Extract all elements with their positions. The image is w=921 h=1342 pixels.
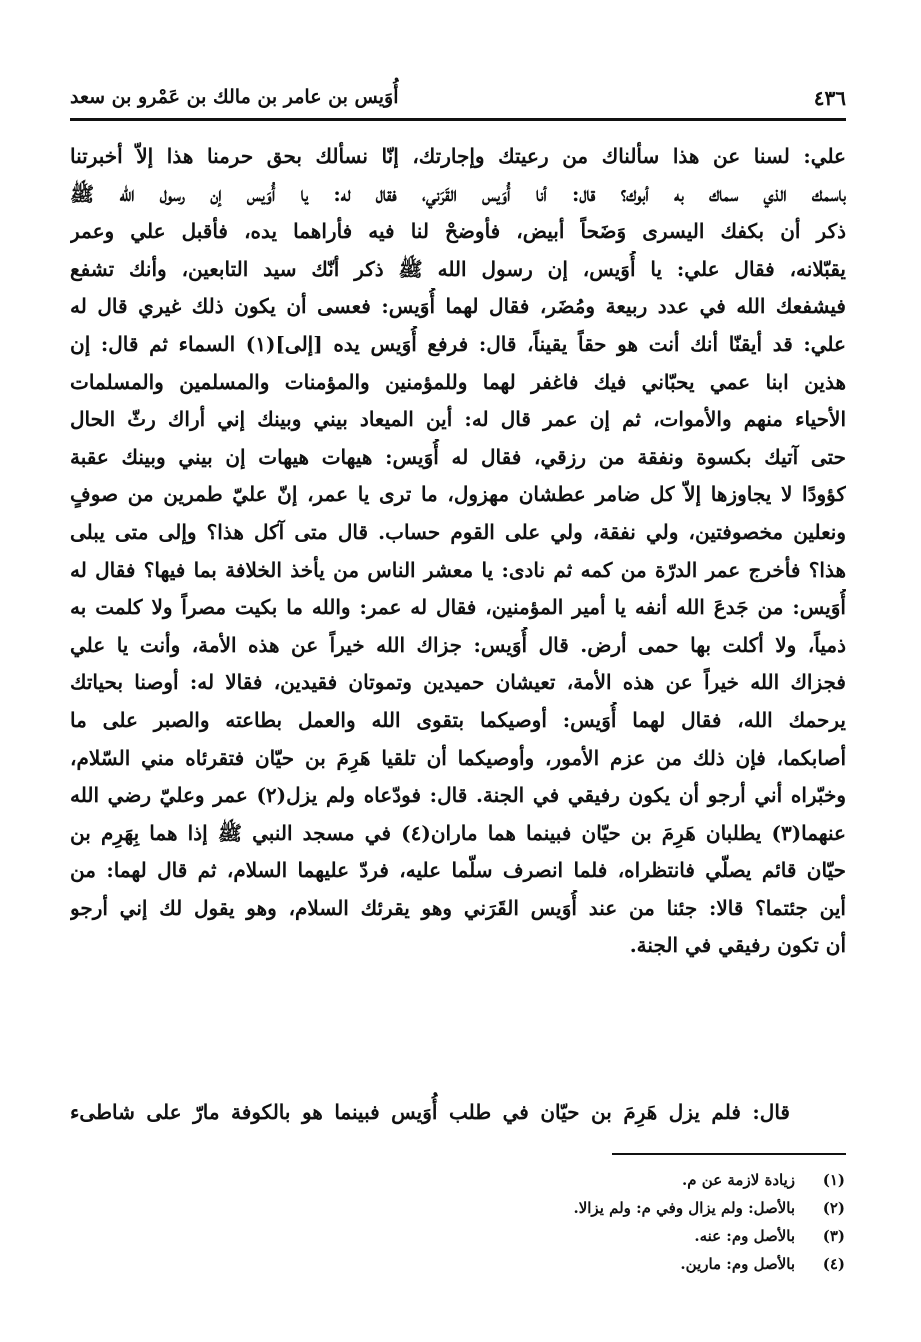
footnote-text: بالأصل وم: عنه. [694, 1227, 795, 1245]
text-line: حتى آتيك بكسوة ونفقة من رزقي، فقال له أُوَيس: هيهات هيهات إن بيني وبينك عقبة [70, 444, 846, 469]
footnote-number: (٤) [822, 1255, 845, 1273]
footnote-divider [612, 1153, 846, 1155]
text-line: فيشفعك الله في عدد ربيعة ومُضَر، فقال لهما أُوَيس: فعسى أن يكون ذلك غيري قال له [70, 294, 846, 319]
header-divider [70, 118, 846, 121]
text-line: أُوَيس: من جَدعَ الله أنفه يا أمير المؤمنين، فقال له عمر: والله ما بكيت مصراً ولا كلمت به [70, 595, 846, 620]
text-line: هذين ابنا عمي يحبّاني فيك فاغفر لهما وللمؤمنين والمؤمنات والمسلمين والمسلمات [70, 369, 846, 394]
running-header [70, 80, 846, 120]
text-line: يقبّلانه، فقال علي: يا أُوَيس، إن رسول الله ﷺ ذكر أنّك سيد التابعين، وأنك تشفع [70, 256, 846, 281]
text-line: عنهما(٣) يطلبان هَرِمَ بن حيّان فبينما هما ماران(٤) في مسجد النبي ﷺ إذا هما بِهَرِم بن [70, 820, 846, 845]
main-paragraph [70, 138, 846, 965]
footnote-text: بالأصل وم: مارين. [680, 1255, 795, 1273]
footnote [445, 1194, 845, 1222]
footnote [445, 1250, 845, 1278]
text-line: ذمياً، ولا أكلت بها حمى أرض. قال أُوَيس: جزاك الله خيراً عن هذه الأمة، وأنت يا علي [70, 632, 846, 657]
text-line: ونعلين مخصوفتين، ولي نفقة، ولي على القوم حساب. قال متى آكل هذا؟ وإلى متى يبلى [70, 519, 846, 544]
text-line: حيّان قائم يصلّي فانتظراه، فلما انصرف سلّما عليه، فردّ عليهما السلام، ثم قال لهما: من [70, 858, 846, 883]
text-line: الأحياء منهم والأموات، ثم إن عمر قال له: أين الميعاد بيني وبينك إني أراك رثّ الحال [70, 407, 846, 432]
footnote-text: بالأصل: ولم يزال وفي م: ولم يزالا. [573, 1199, 795, 1217]
footnotes [445, 1166, 845, 1278]
text-line: علي: قد أيقنّا أنك أنت هو حقاً يقيناً، قال: فرفع أُوَيس يده [إلى](١) السماء ثم قال: إن [70, 331, 846, 356]
text-line: أين جئتما؟ قالا: جئنا من عند أُوَيس القَرَني وهو يقرئك السلام، وهو يقول لك إني أرجو [70, 895, 846, 920]
second-paragraph: قال: فلم يزل هَرِمَ بن حيّان في طلب أُوَيس فبينما هو بالكوفة مارّ على شاطىء [70, 1100, 790, 1124]
text-line: وخبّراه أني أرجو أن يكون رفيقي في الجنة. قال: فودّعاه ولم يزل(٢) عمر وعليّ رضي الله [70, 783, 846, 808]
text-line: علي: لسنا عن هذا سألناك من رعيتك وإجارتك، إنّا نسألك بحق حرمنا هذا إلاّ أخبرتنا [70, 144, 846, 168]
text-line: هذا؟ فأخرج عمر الدرّة من كمه ثم نادى: يا معشر الناس من يأخذ الخلافة بما فيها؟ فقال له [70, 557, 846, 582]
text-line: باسمك الذي سماك به أبوك؟ قال: أنا أُوَيس القَرَني، فقال له: يا أُوَيس إن رسول الله ﷺ [70, 181, 846, 206]
footnote [445, 1166, 845, 1194]
footnote-number: (٢) [822, 1199, 845, 1217]
footnote-number: (٣) [822, 1227, 845, 1245]
page-number: ٤٣٦ [813, 86, 846, 110]
footnote-number: (١) [822, 1171, 845, 1189]
text-line: أن تكون رفيقي في الجنة. [629, 933, 846, 958]
footnote [445, 1222, 845, 1250]
text-line: ذكر أن بكفك اليسرى وَضَحاً أبيض، فأوضحْ لنا فيه فأراهما يده، فأقبل علي وعمر [70, 219, 846, 244]
text-line: فجزاك الله خيراً عن هذه الأمة، تعيشان حميدين وتموتان فقيدين، فقالا له: أوصنا بحياتك [70, 670, 846, 695]
text-line: كؤودًا لا يجاوزها إلاّ كل ضامر عطشان مهزول، ما ترى يا عمر، إنّ عليّ طمرين من صوفٍ [70, 482, 846, 507]
footnote-text: زيادة لازمة عن م. [682, 1171, 795, 1189]
header-title: أُوَيس بن عامر بن مالك بن عَمْرو بن سعد [70, 86, 399, 108]
text-line: يرحمك الله، فقال لهما أُوَيس: أوصيكما بتقوى الله والعمل بطاعته والصبر على ما [70, 707, 846, 732]
text-line: أصابكما، فإن ذلك من عزم الأمور، وأوصيكما أن تلقيا هَرِمَ بن حيّان فتقرئاه مني السّلام، [70, 745, 846, 770]
